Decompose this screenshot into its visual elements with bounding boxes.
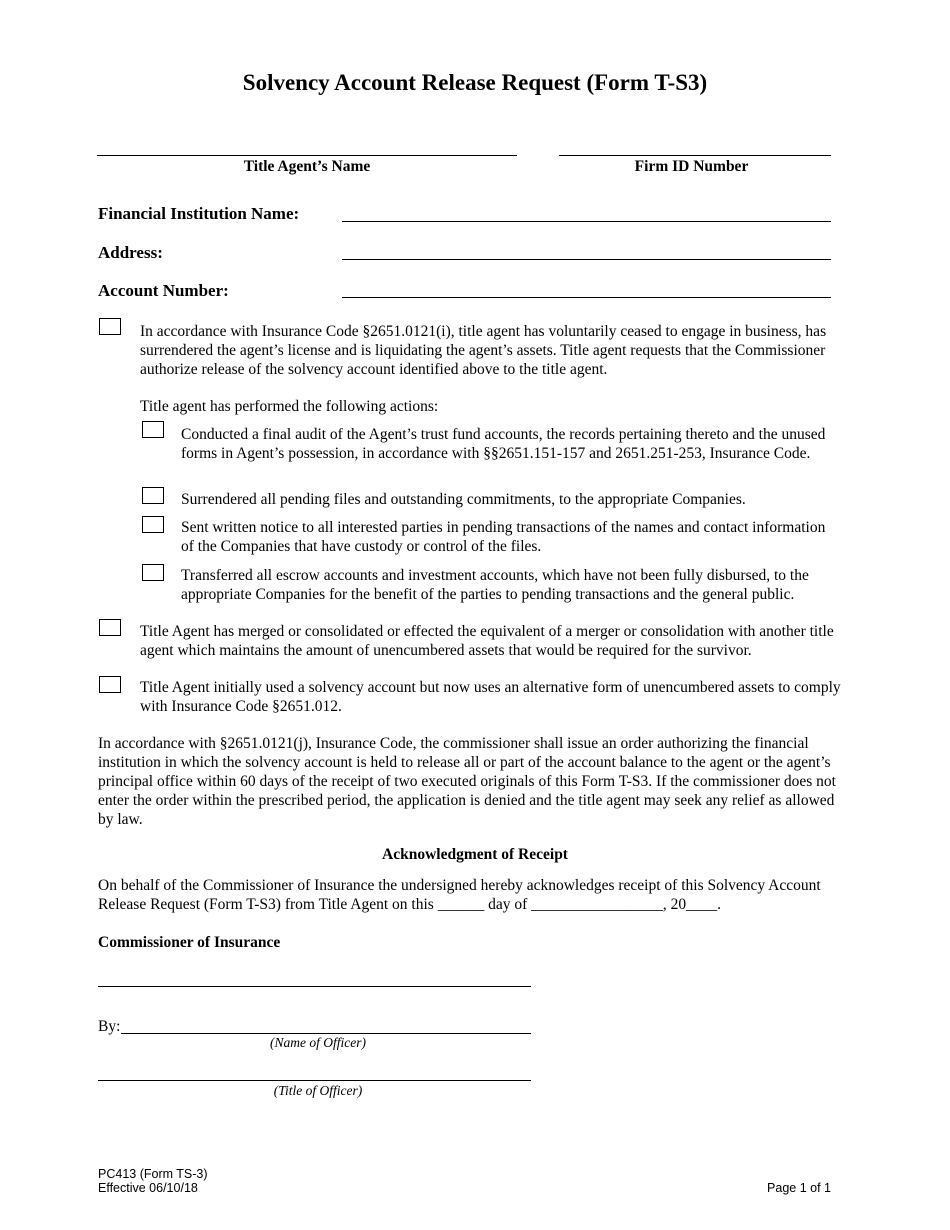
account-number-line[interactable] bbox=[342, 297, 831, 298]
form-title: Solvency Account Release Request (Form T-S3) bbox=[242, 70, 708, 95]
footer-effective-date: Effective 06/10/18 bbox=[98, 1181, 198, 1195]
action4-text: Transferred all escrow accounts and investment accounts, which have not been fully disbursed, to the appropriate Companies for the benefit of the parties to pending transactions and the general public. bbox=[181, 567, 809, 603]
firm-id-label: Firm ID Number bbox=[634, 158, 749, 175]
option2-checkbox[interactable] bbox=[99, 619, 121, 636]
option2-text: Title Agent has merged or consolidated or effected the equivalent of a merger or consolidation with another title agent which maintains the amount of unencumbered assets that would be required for the survivor. bbox=[140, 623, 834, 659]
option1-checkbox[interactable] bbox=[99, 318, 121, 335]
commissioner-signature-line[interactable] bbox=[98, 986, 531, 987]
address-label: Address: bbox=[98, 243, 163, 262]
title-of-officer-caption: (Title of Officer) bbox=[273, 1083, 363, 1098]
action3-text: Sent written notice to all interested parties in pending transactions of the names and contact information of the Companies that have custody or control of the files. bbox=[181, 519, 826, 555]
officer-name-line[interactable] bbox=[121, 1033, 531, 1034]
name-of-officer-caption: (Name of Officer) bbox=[270, 1035, 366, 1050]
agent-name-line[interactable] bbox=[97, 155, 517, 156]
by-label: By: bbox=[98, 1018, 121, 1035]
statute-paragraph: In accordance with §2651.0121(j), Insurance Code, the commissioner shall issue an order authorizing the financial institution in which the solvency account is held to release all or part of the account balance to the agent or the agent’s principal office within 60 days of the receipt of two executed originals of this Form T-S3. If the commissioner does not enter the order within the prescribed period, the application is denied and the title agent may seek any relief as allowed by law. bbox=[98, 735, 836, 828]
financial-institution-label: Financial Institution Name: bbox=[98, 204, 300, 223]
action1-text: Conducted a final audit of the Agent’s trust fund accounts, the records pertaining thereto and the unused forms in Agent’s possession, in accordance with §§2651.151-157 and 2651.251-253, Insurance Code. bbox=[181, 426, 826, 462]
footer-form-code: PC413 (Form TS-3) bbox=[98, 1167, 208, 1181]
action2-checkbox[interactable] bbox=[142, 487, 164, 504]
officer-title-line[interactable] bbox=[98, 1080, 531, 1081]
acknowledgment-text: On behalf of the Commissioner of Insurance the undersigned hereby acknowledges receipt of this Solvency Account Release Request (Form T-S3) from Title Agent on this ______ day of _________________, 20____. bbox=[98, 877, 821, 913]
firm-id-line[interactable] bbox=[559, 155, 831, 156]
option3-text: Title Agent initially used a solvency account but now uses an alternative form of unencumbered assets to comply with Insurance Code §2651.012. bbox=[140, 679, 841, 715]
actions-intro: Title agent has performed the following actions: bbox=[140, 398, 439, 415]
acknowledgment-heading: Acknowledgment of Receipt bbox=[382, 846, 568, 863]
account-number-label: Account Number: bbox=[98, 281, 229, 300]
agent-name-label: Title Agent’s Name bbox=[243, 158, 371, 175]
financial-institution-line[interactable] bbox=[342, 221, 831, 222]
action2-text: Surrendered all pending files and outstanding commitments, to the appropriate Companies. bbox=[181, 491, 746, 508]
commissioner-heading: Commissioner of Insurance bbox=[98, 934, 281, 951]
option3-checkbox[interactable] bbox=[99, 676, 121, 693]
footer-page-number: Page 1 of 1 bbox=[767, 1181, 831, 1195]
action1-checkbox[interactable] bbox=[142, 421, 164, 438]
action4-checkbox[interactable] bbox=[142, 564, 164, 581]
option1-text: In accordance with Insurance Code §2651.0121(i), title agent has voluntarily ceased to engage in business, has surrendered the agent’s license and is liquidating the agent’s assets. Title agent requests that the Commissioner authorize release of the solvency account identified above to the title agent. bbox=[140, 323, 827, 378]
address-line[interactable] bbox=[342, 259, 831, 260]
action3-checkbox[interactable] bbox=[142, 516, 164, 533]
